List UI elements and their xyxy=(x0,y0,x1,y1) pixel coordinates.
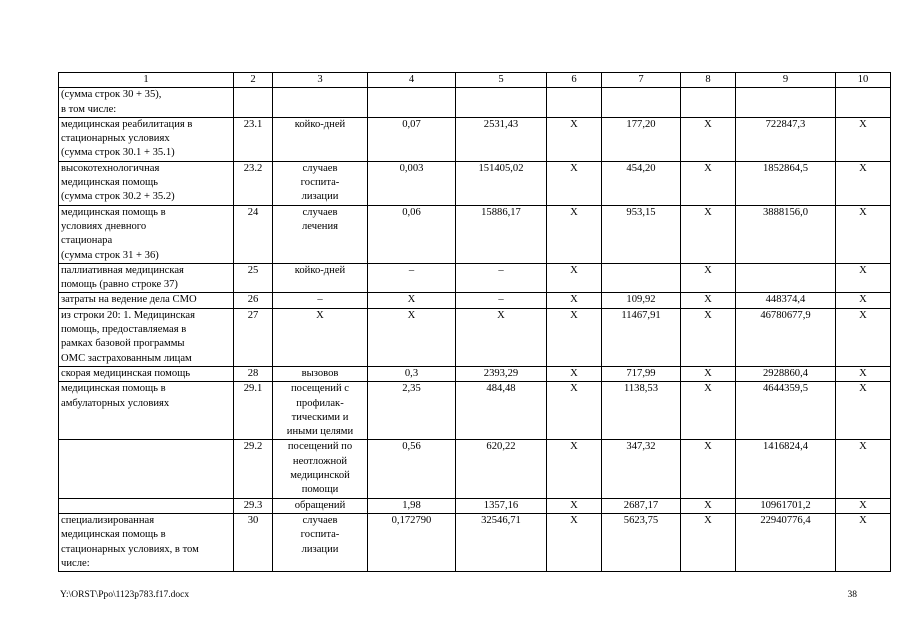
table-cell: 454,20 xyxy=(602,161,681,205)
table-cell: 177,20 xyxy=(602,117,681,161)
table-cell: 22940776,4 xyxy=(736,513,836,571)
table-cell: 46780677,9 xyxy=(736,308,836,366)
table-cell: скорая медицинская помощь xyxy=(59,366,234,381)
table-cell: 5623,75 xyxy=(602,513,681,571)
table-cell: 1,98 xyxy=(368,498,456,513)
table-cell: Х xyxy=(681,308,736,366)
table-cell: 2,35 xyxy=(368,382,456,440)
table-cell: случаев лечения xyxy=(273,205,368,263)
table-cell: Х xyxy=(836,263,891,293)
data-table xyxy=(58,72,891,572)
table-cell: 10961701,2 xyxy=(736,498,836,513)
table-cell: Х xyxy=(547,366,602,381)
table-cell: 484,48 xyxy=(456,382,547,440)
table-cell: 28 xyxy=(234,366,273,381)
table-cell: Х xyxy=(273,308,368,366)
table-cell: Х xyxy=(681,440,736,498)
table-cell xyxy=(456,88,547,118)
table-cell: 722847,3 xyxy=(736,117,836,161)
table-cell: Х xyxy=(547,498,602,513)
table-cell: Х xyxy=(368,308,456,366)
header-cell: 8 xyxy=(681,73,736,88)
table-cell: Х xyxy=(681,117,736,161)
table-cell: специализированная медицинская помощь в стационарных условиях, в том числе: xyxy=(59,513,234,571)
header-cell: 6 xyxy=(547,73,602,88)
footer-file-path: Y:\ORST\Ppo\1123p783.f17.docx xyxy=(60,590,190,600)
header-cell: 7 xyxy=(602,73,681,88)
table-cell: 0,07 xyxy=(368,117,456,161)
table-cell: койко-дней xyxy=(273,117,368,161)
table-cell xyxy=(59,498,234,513)
table-cell: Х xyxy=(547,513,602,571)
table-row xyxy=(59,263,891,293)
header-cell: 3 xyxy=(273,73,368,88)
table-row xyxy=(59,382,891,440)
table-cell: Х xyxy=(836,382,891,440)
table-cell: паллиативная медицинская помощь (равно строке 37) xyxy=(59,263,234,293)
table-cell xyxy=(273,88,368,118)
table-cell: 23.2 xyxy=(234,161,273,205)
table-row xyxy=(59,88,891,118)
header-cell: 4 xyxy=(368,73,456,88)
table-cell: 0,06 xyxy=(368,205,456,263)
table-cell: 109,92 xyxy=(602,293,681,308)
table-cell xyxy=(736,263,836,293)
table-cell: высокотехнологичная медицинская помощь (сумма строк 30.2 + 35.2) xyxy=(59,161,234,205)
table-cell: 11467,91 xyxy=(602,308,681,366)
table-cell: медицинская помощь в условиях дневного стационара (сумма строк 31 + 36) xyxy=(59,205,234,263)
table-cell xyxy=(234,88,273,118)
table-cell: Х xyxy=(836,205,891,263)
table-cell: 3888156,0 xyxy=(736,205,836,263)
table-cell: Х xyxy=(836,293,891,308)
table-cell: 448374,4 xyxy=(736,293,836,308)
table-cell: – xyxy=(456,293,547,308)
table-cell: Х xyxy=(836,498,891,513)
table-cell: 1416824,4 xyxy=(736,440,836,498)
table-cell: вызовов xyxy=(273,366,368,381)
table-cell xyxy=(736,88,836,118)
table-cell: 15886,17 xyxy=(456,205,547,263)
table-row xyxy=(59,117,891,161)
table-row xyxy=(59,498,891,513)
table-cell: Х xyxy=(681,205,736,263)
table-cell: Х xyxy=(456,308,547,366)
table-cell: 0,003 xyxy=(368,161,456,205)
table-cell: 27 xyxy=(234,308,273,366)
table-cell: Х xyxy=(547,308,602,366)
table-cell xyxy=(602,88,681,118)
table-cell: 347,32 xyxy=(602,440,681,498)
table-cell: Х xyxy=(681,366,736,381)
table-cell: 25 xyxy=(234,263,273,293)
table-cell: 26 xyxy=(234,293,273,308)
table-cell: 1357,16 xyxy=(456,498,547,513)
table-cell: Х xyxy=(681,161,736,205)
page-number: 38 xyxy=(847,590,857,600)
table-row xyxy=(59,161,891,205)
table-cell: Х xyxy=(681,293,736,308)
table-cell: посещений по неотложной медицинской помощи xyxy=(273,440,368,498)
table-cell: – xyxy=(456,263,547,293)
table-cell: посещений с профилак- тическими и иными целями xyxy=(273,382,368,440)
table-cell: Х xyxy=(836,117,891,161)
table-row xyxy=(59,293,891,308)
header-cell: 2 xyxy=(234,73,273,88)
table-cell xyxy=(368,88,456,118)
table-cell: Х xyxy=(836,308,891,366)
table-cell: медицинская реабилитация в стационарных условиях (сумма строк 30.1 + 35.1) xyxy=(59,117,234,161)
table-cell: 953,15 xyxy=(602,205,681,263)
table-row xyxy=(59,366,891,381)
table-cell xyxy=(547,88,602,118)
table-cell: 2687,17 xyxy=(602,498,681,513)
header-cell: 9 xyxy=(736,73,836,88)
table-cell: 2531,43 xyxy=(456,117,547,161)
table-cell: медицинская помощь в амбулаторных условиях xyxy=(59,382,234,440)
table-cell: Х xyxy=(547,382,602,440)
table-cell: 620,22 xyxy=(456,440,547,498)
table-cell: 1852864,5 xyxy=(736,161,836,205)
table-row xyxy=(59,205,891,263)
table-body xyxy=(59,88,891,572)
table-cell: из строки 20: 1. Медицинская помощь, предоставляемая в рамках базовой программы ОМС застрахованным лицам xyxy=(59,308,234,366)
table-cell: 2393,29 xyxy=(456,366,547,381)
table-cell: случаев госпита- лизации xyxy=(273,513,368,571)
table-cell: 32546,71 xyxy=(456,513,547,571)
table-cell: (сумма строк 30 + 35), в том числе: xyxy=(59,88,234,118)
table-row xyxy=(59,513,891,571)
table-cell: затраты на ведение дела СМО xyxy=(59,293,234,308)
table-cell: Х xyxy=(836,161,891,205)
table-cell xyxy=(602,263,681,293)
table-cell: – xyxy=(368,263,456,293)
table-cell: 0,56 xyxy=(368,440,456,498)
table-cell: Х xyxy=(547,161,602,205)
table-cell: 29.1 xyxy=(234,382,273,440)
table-cell: 24 xyxy=(234,205,273,263)
table-cell: 151405,02 xyxy=(456,161,547,205)
table-cell: 23.1 xyxy=(234,117,273,161)
table-cell: 0,3 xyxy=(368,366,456,381)
table-cell xyxy=(836,88,891,118)
table-cell: Х xyxy=(681,263,736,293)
header-cell: 5 xyxy=(456,73,547,88)
table-cell: Х xyxy=(836,440,891,498)
table-cell: 0,172790 xyxy=(368,513,456,571)
table-cell: Х xyxy=(836,513,891,571)
table-cell: Х xyxy=(547,293,602,308)
table-cell xyxy=(681,88,736,118)
table-cell: Х xyxy=(368,293,456,308)
table-cell: Х xyxy=(547,440,602,498)
table-cell: 29.3 xyxy=(234,498,273,513)
table-row xyxy=(59,440,891,498)
table-cell: Х xyxy=(681,513,736,571)
table-cell: койко-дней xyxy=(273,263,368,293)
table-cell: 2928860,4 xyxy=(736,366,836,381)
table-cell: Х xyxy=(547,205,602,263)
table-cell: Х xyxy=(547,117,602,161)
table-cell: 30 xyxy=(234,513,273,571)
table-cell: Х xyxy=(547,263,602,293)
table-cell: 29.2 xyxy=(234,440,273,498)
table-cell xyxy=(59,440,234,498)
table-cell: – xyxy=(273,293,368,308)
table-cell: случаев госпита- лизации xyxy=(273,161,368,205)
table-cell: Х xyxy=(681,382,736,440)
table-cell: 1138,53 xyxy=(602,382,681,440)
table-cell: Х xyxy=(836,366,891,381)
table-cell: Х xyxy=(681,498,736,513)
header-cell: 10 xyxy=(836,73,891,88)
table-row xyxy=(59,308,891,366)
header-row xyxy=(59,73,891,88)
header-cell: 1 xyxy=(59,73,234,88)
table-cell: 717,99 xyxy=(602,366,681,381)
table-cell: обращений xyxy=(273,498,368,513)
table-cell: 4644359,5 xyxy=(736,382,836,440)
